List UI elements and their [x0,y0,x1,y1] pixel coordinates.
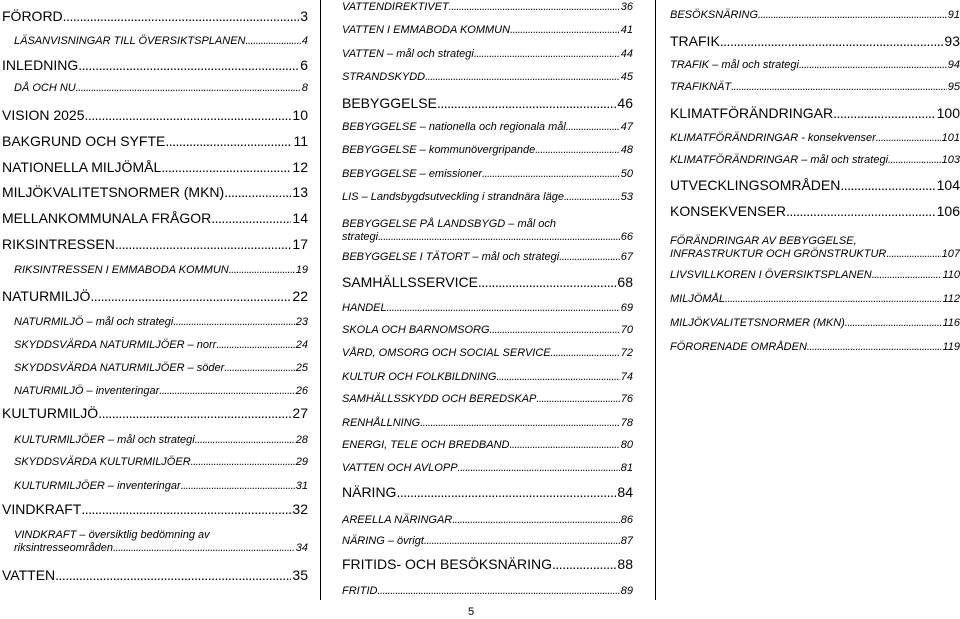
toc-entry-title: VATTEN [2,567,56,583]
toc-entry[interactable] [670,269,960,282]
toc-entry-page: 48 [620,144,633,156]
toc-entry-title: MILJÖKVALITETSNORMER (MKN) [670,317,845,329]
toc-entry-title: FÖRORENADE OMRÅDEN [670,341,807,353]
toc-entry[interactable] [2,107,308,123]
toc-entry-page: 91 [947,9,960,21]
toc-entry-title: KLIMATFÖRÄNDRINGAR [670,105,834,121]
dot-leader [173,316,294,329]
toc-entry-page: 103 [941,154,960,166]
toc-entry[interactable] [670,33,960,49]
toc-entry-title: RENHÅLLNING [342,417,421,429]
toc-entry[interactable] [342,439,633,452]
dot-leader [807,341,942,354]
toc-entry-page: 112 [942,293,960,305]
toc-entry[interactable] [2,362,308,375]
toc-entry-page: 119 [942,341,960,353]
toc-entry[interactable] [670,203,960,219]
toc-entry-title: INFRASTRUKTUR OCH GRÖNSTRUKTUR [670,247,887,260]
toc-entry-title: NÄRING [342,484,397,500]
toc-entry[interactable] [2,529,308,554]
dot-leader [85,107,292,123]
toc-entry-page: 72 [620,347,633,359]
toc-entry-title: SKOLA OCH BARNOMSORG [342,324,490,336]
toc-entry[interactable] [342,514,633,527]
dot-leader [78,57,299,73]
toc-entry-title: KULTURMILJÖ [2,405,99,421]
toc-entry-title: TRAFIK – mål och strategi [670,59,799,71]
dot-leader [377,585,619,598]
toc-entry[interactable] [2,8,308,24]
dot-leader [424,535,620,548]
dot-leader [245,35,300,48]
dot-leader [758,9,947,22]
toc-entry[interactable] [670,59,960,72]
dot-leader [490,324,620,337]
toc-entry-page: 86 [620,514,633,526]
toc-entry-page: 50 [620,168,633,180]
toc-entry-page: 17 [292,236,308,252]
toc-entry-page: 81 [620,462,633,474]
toc-entry[interactable] [2,82,308,95]
toc-entry-title: DÅ OCH NU [14,82,76,94]
toc-entry-page: 70 [620,324,633,336]
toc-entry[interactable] [342,324,633,337]
column-divider [655,0,656,600]
toc-entry[interactable] [670,341,960,354]
toc-entry-title: BEBYGGELSE – nationella och regionala mål [342,121,566,133]
dot-leader [535,144,620,157]
toc-entry-title: TRAFIKNÄT [670,81,732,93]
toc-entry[interactable] [670,293,960,306]
toc-entry[interactable] [342,417,633,430]
column-divider [320,0,321,600]
dot-leader [566,121,620,134]
toc-entry-page: 24 [295,339,308,351]
toc-entry-page: 53 [620,191,633,203]
toc-entry-page: 35 [292,567,308,583]
toc-entry-title: riksintresseområden [14,541,114,554]
dot-leader [876,132,941,145]
toc-entry-title: BAKGRUND OCH SYFTE [2,133,166,149]
dot-leader [845,317,942,330]
toc-entry-title: strategi [342,230,379,243]
dot-leader [181,480,295,493]
toc-entry-page: 84 [617,484,633,500]
toc-entry-title: AREELLA NÄRINGAR [342,514,453,526]
dot-leader [216,339,294,352]
toc-entry[interactable] [670,132,960,145]
dot-leader [799,59,947,72]
toc-entry-title: SAMHÄLLSSKYDD OCH BEREDSKAP [342,393,537,405]
toc-entry[interactable] [2,264,308,277]
toc-entry-page: 22 [292,288,308,304]
toc-entry-page: 110 [942,269,960,281]
toc-entry-page: 89 [620,585,633,597]
toc-entry[interactable] [342,121,633,134]
dot-leader [458,462,620,475]
toc-entry-title: KLIMATFÖRÄNDRINGAR – mål och strategi [670,154,889,166]
toc-entry[interactable] [342,302,633,315]
dot-leader [552,556,616,572]
toc-entry-title: RIKSINTRESSEN [2,236,115,252]
toc-entry-title: NATURMILJÖ – mål och strategi [14,316,174,328]
toc-entry-title: VISION 2025 [2,107,85,123]
toc-entry-title: SKYDDSVÄRDA KULTURMILJÖER [14,456,191,468]
toc-entry-page: 93 [944,33,960,49]
dot-leader [229,264,295,277]
toc-entry-title: VATTENDIREKTIVET [342,1,449,13]
toc-entry-page: 3 [300,8,308,24]
toc-entry-title-line: FÖRÄNDRINGAR AV BEBYGGELSE, [670,235,857,247]
toc-entry-page: 95 [947,81,960,93]
toc-entry[interactable] [2,405,308,421]
dot-leader [224,362,294,375]
dot-leader [449,1,620,14]
toc-entry-title: FRITIDS- OCH BESÖKSNÄRING [342,556,553,572]
toc-entry-title: MELLANKOMMUNALA FRÅGOR [2,210,212,226]
toc-entry-page: 67 [620,251,633,263]
toc-entry[interactable] [342,556,633,572]
dot-leader [786,203,936,219]
toc-entry[interactable] [342,462,633,475]
toc-entry-page: 68 [617,274,633,290]
toc-entry-page: 66 [620,230,633,243]
toc-entry-title: BEBYGGELSE – emissioner [342,168,483,180]
toc-entry-title: SKYDDSVÄRDA NATURMILJÖER – söder [14,362,225,374]
dot-leader [510,24,620,37]
toc-entry-page: 14 [292,210,308,226]
dot-leader [396,484,616,500]
toc-entry[interactable] [342,218,633,243]
dot-leader [224,184,291,200]
toc-entry[interactable] [2,316,308,329]
toc-entry[interactable] [342,95,633,111]
toc-entry-page: 69 [620,302,633,314]
dot-leader [81,501,291,517]
toc-entry[interactable] [342,71,633,84]
toc-entry-page: 107 [941,247,960,260]
dot-leader [496,371,619,384]
toc-entry[interactable] [2,339,308,352]
toc-entry[interactable] [670,81,960,94]
toc-entry-page: 80 [620,439,633,451]
toc-entry[interactable] [342,393,633,406]
toc-entry-title: BEBYGGELSE I TÄTORT – mål och strategi [342,251,560,263]
toc-entry-page: 26 [295,385,308,397]
dot-leader [425,71,620,84]
dot-leader [840,177,935,193]
toc-entry-title: UTVECKLINGSOMRÅDEN [670,177,841,193]
toc-entry-title: MILJÖKVALITETSNORMER (MKN) [2,184,225,200]
toc-entry-page: 100 [936,105,960,121]
toc-entry-page: 11 [293,133,308,149]
toc-entry-title: NATIONELLA MILJÖMÅL [2,159,162,175]
dot-leader [509,439,619,452]
toc-entry-page: 36 [620,1,633,13]
toc-entry-title: KLIMATFÖRÄNDRINGAR - konsekvenser [670,132,876,144]
toc-entry-title: BESÖKSNÄRING [670,9,759,21]
dot-leader [76,82,301,95]
toc-entry[interactable] [342,274,633,290]
toc-entry[interactable] [2,184,308,200]
toc-entry-page: 10 [292,107,308,123]
dot-leader [195,434,295,447]
toc-entry[interactable] [2,35,308,48]
toc-entry-page: 88 [617,556,633,572]
toc-entry-title: FÖRORD [2,8,63,24]
toc-entry-page: 31 [295,480,308,492]
toc-entry-title: KULTURMILJÖER – mål och strategi [14,434,195,446]
dot-leader [731,81,947,94]
toc-entry-page: 87 [620,535,633,547]
dot-leader [886,248,940,261]
toc-entry[interactable] [342,48,633,61]
toc-entry-title: BEBYGGELSE [342,95,437,111]
toc-entry-title: FRITID [342,585,378,597]
dot-leader [872,269,942,282]
toc-entry[interactable] [2,159,308,175]
dot-leader [482,168,620,181]
toc-entry-page: 12 [292,159,308,175]
toc-entry-title: VÅRD, OMSORG OCH SOCIAL SERVICE [342,347,551,359]
toc-entry[interactable] [342,535,633,548]
toc-entry-title: LIVSVILLKOREN I ÖVERSIKTSPLANEN [670,269,872,281]
dot-leader [191,456,295,469]
toc-entry[interactable] [2,133,308,149]
toc-entry-page: 13 [292,184,308,200]
toc-entry-title: ENERGI, TELE OCH BREDBAND [342,439,510,451]
toc-entry-page: 27 [292,405,308,421]
dot-leader [833,105,936,121]
toc-entry-title: NÄRING – övrigt [342,535,424,547]
toc-entry-title: MILJÖMÅL [670,293,726,305]
dot-leader [478,274,617,290]
toc-entry-title: KONSEKVENSER [670,203,786,219]
toc-entry-title: HANDEL [342,302,387,314]
toc-entry-page: 32 [292,501,308,517]
toc-entry-title: VATTEN – mål och strategi [342,48,474,60]
toc-entry-page: 47 [620,121,633,133]
toc-entry-page: 106 [936,203,960,219]
toc-entry[interactable] [342,585,633,598]
toc-entry-page: 101 [941,132,960,144]
toc-entry-title: RIKSINTRESSEN I EMMABODA KOMMUN [14,264,229,276]
toc-entry-title: KULTURMILJÖER – inventeringar [14,480,181,492]
toc-entry[interactable] [342,191,633,204]
toc-entry-page: 28 [295,434,308,446]
toc-entry-title: LÄSANVISNINGAR TILL ÖVERSIKTSPLANEN [14,35,246,47]
toc-entry-title: NATURMILJÖ [2,288,91,304]
toc-entry[interactable] [2,57,308,73]
toc-entry[interactable] [342,1,633,14]
toc-entry-page: 6 [300,57,308,73]
toc-entry[interactable] [670,177,960,193]
dot-leader [161,159,291,175]
dot-leader [115,236,292,252]
toc-entry-title: KULTUR OCH FOLKBILDNING [342,371,497,383]
toc-entry-title: INLEDNING [2,57,79,73]
toc-entry[interactable] [2,434,308,447]
toc-entry-page: 29 [295,456,308,468]
toc-entry[interactable] [2,480,308,493]
page-number: 5 [468,606,475,618]
toc-entry-page: 8 [301,82,308,94]
toc-entry-page: 4 [301,35,308,47]
dot-leader [90,288,291,304]
toc-entry-page: 44 [620,48,633,60]
toc-entry-page: 46 [617,95,633,111]
toc-entry-page: 94 [947,59,960,71]
toc-entry[interactable] [2,456,308,469]
toc-entry-page: 19 [295,264,308,276]
toc-entry[interactable] [670,317,960,330]
dot-leader [474,48,620,61]
toc-entry[interactable] [670,235,960,260]
toc-entry[interactable] [670,105,960,121]
toc-entry[interactable] [342,144,633,157]
toc-entry[interactable] [2,210,308,226]
toc-entry-page: 104 [936,177,960,193]
toc-entry[interactable] [670,9,960,22]
toc-entry[interactable] [2,288,308,304]
dot-leader [888,154,941,167]
toc-entry[interactable] [2,236,308,252]
toc-entry[interactable] [342,347,633,360]
dot-leader [420,417,620,430]
dot-leader [437,95,616,111]
toc-entry[interactable] [342,24,633,37]
toc-entry-page: 116 [942,317,960,329]
toc-entry-title: NATURMILJÖ – inventeringar [14,385,160,397]
toc-entry-page: 41 [620,24,633,36]
dot-leader [55,567,291,583]
dot-leader [720,33,944,49]
dot-leader [211,210,291,226]
toc-entry[interactable] [2,567,308,583]
dot-leader [536,393,619,406]
toc-entry[interactable] [342,251,633,264]
toc-entry-title: VATTEN I EMMABODA KOMMUN [342,24,511,36]
toc-entry[interactable] [670,154,960,167]
toc-entry-title: SAMHÄLLSSERVICE [342,274,478,290]
toc-entry-title: TRAFIK [670,33,720,49]
dot-leader [725,293,941,306]
dot-leader [63,8,300,24]
dot-leader [559,251,620,264]
toc-entry-title: SKYDDSVÄRDA NATURMILJÖER – norr [14,339,217,351]
dot-leader [113,542,295,555]
toc-entry-page: 25 [295,362,308,374]
dot-leader [159,385,294,398]
toc-entry-title: BEBYGGELSE – kommunövergripande [342,144,536,156]
toc-entry[interactable] [342,484,633,500]
dot-leader [387,302,620,315]
toc-entry-page: 23 [295,316,308,328]
toc-entry[interactable] [2,501,308,517]
toc-entry-page: 34 [295,541,308,554]
toc-entry-title: VATTEN OCH AVLOPP [342,462,458,474]
toc-entry[interactable] [2,385,308,398]
toc-entry-page: 45 [620,71,633,83]
dot-leader [378,231,620,244]
toc-entry[interactable] [342,371,633,384]
toc-entry-title-line: BEBYGGELSE PÅ LANDSBYGD – mål och [342,218,556,230]
toc-entry[interactable] [342,168,633,181]
toc-entry-page: 74 [620,371,633,383]
dot-leader [98,405,291,421]
toc-entry-title-line: VINDKRAFT – översiktlig bedömning av [14,529,210,541]
dot-leader [165,133,292,149]
dot-leader [452,514,620,527]
toc-entry-title: LIS – Landsbygdsutveckling i strandnära läge [342,191,564,203]
toc-entry-title: STRANDSKYDD [342,71,426,83]
dot-leader [551,347,620,360]
toc-entry-page: 76 [620,393,633,405]
toc-entry-title: VINDKRAFT [2,501,82,517]
dot-leader [564,191,620,204]
toc-entry-page: 78 [620,417,633,429]
